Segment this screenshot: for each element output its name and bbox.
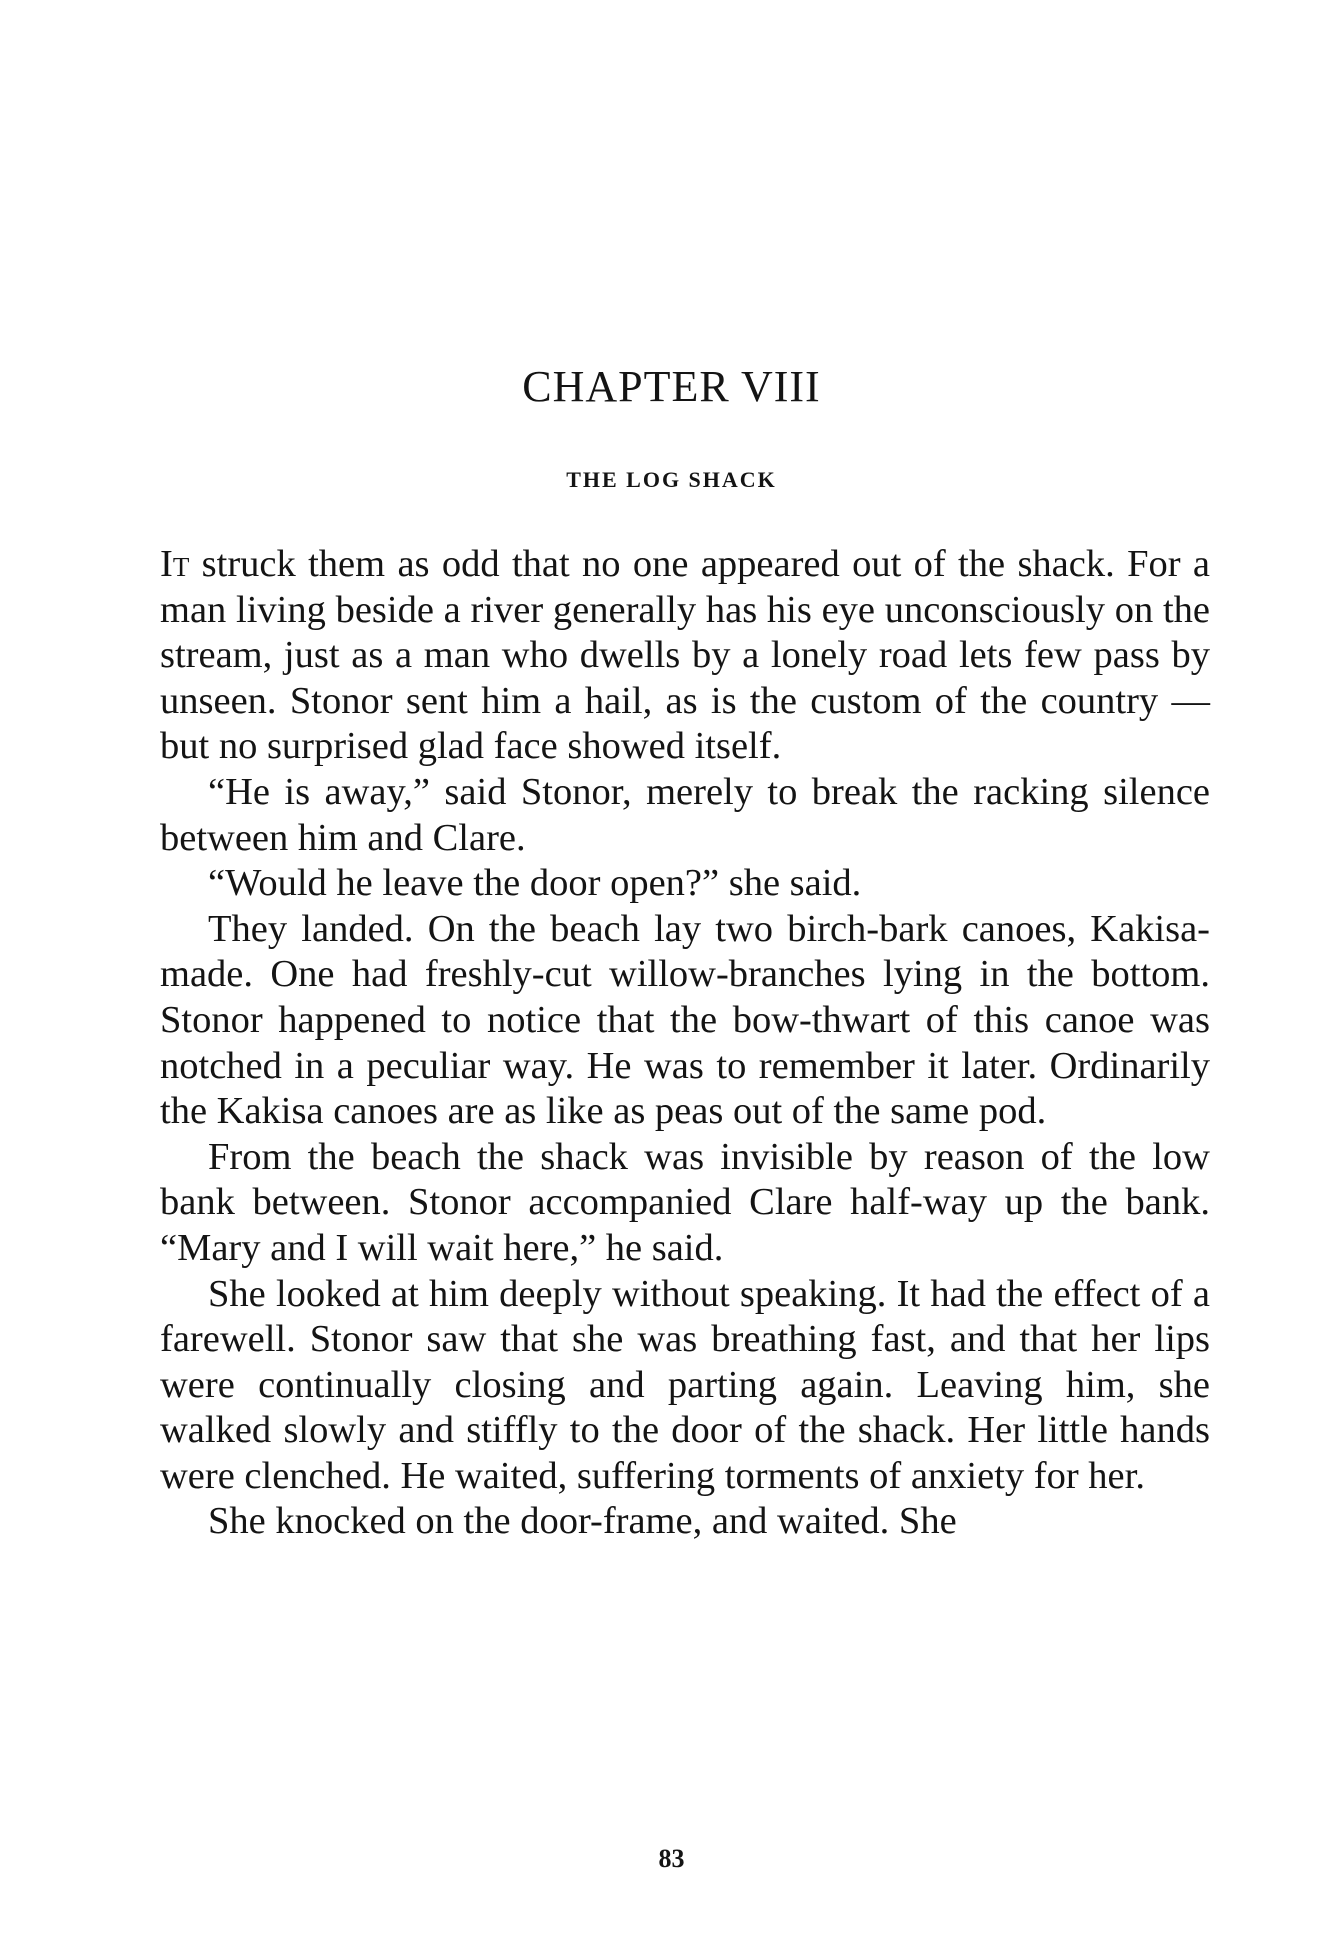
paragraph: She looked at him deeply without speaking. It had the effect of a farewell. Stonor saw that she was breathing fast, and that her lips were continually closing and parting again. Leaving him, she walked slowly and stiffly to the door of the shack. Her little hands were clenched. He waited, suffering torments of anxiety for her. — [160, 1272, 1210, 1497]
dropcap-word: It — [160, 543, 190, 585]
paragraph: “He is away,” said Stonor, merely to break the racking silence between him and Clare. — [160, 770, 1210, 859]
chapter-body — [160, 542, 1210, 1545]
page-number: 83 — [658, 1844, 685, 1873]
paragraph: From the beach the shack was invisible by reason of the low bank between. Stonor accompanied Clare half-way up the bank. “Mary and I will wait here,” he said. — [160, 1135, 1210, 1269]
paragraph: “Would he leave the door open?” she said. — [208, 862, 862, 905]
chapter-subtitle: THE LOG SHACK — [566, 467, 777, 492]
chapter-title: CHAPTER VIII — [522, 362, 821, 411]
paragraph: They landed. On the beach lay two birch-bark canoes, Kakisa-made. One had freshly-cut willow-branches lying in the bottom. Stonor happened to notice that the bow-thwart of this canoe was notched in a peculiar way. He was to remember it later. Ordinarily the Kakisa canoes are as like as peas out of the same pod. — [160, 907, 1210, 1133]
paragraph — [160, 542, 1210, 770]
paragraph-text: struck them as odd that no one appeared out of the shack. For a man living beside a river generally has his eye unconsciously on the stream, just as a man who dwells by a lonely road lets few pass by unseen. Stonor sent him a hail, as is the custom of the country —but no surprised glad face showed itself. — [160, 543, 1210, 768]
paragraph: She knocked on the door-frame, and waited. She — [208, 1500, 957, 1543]
